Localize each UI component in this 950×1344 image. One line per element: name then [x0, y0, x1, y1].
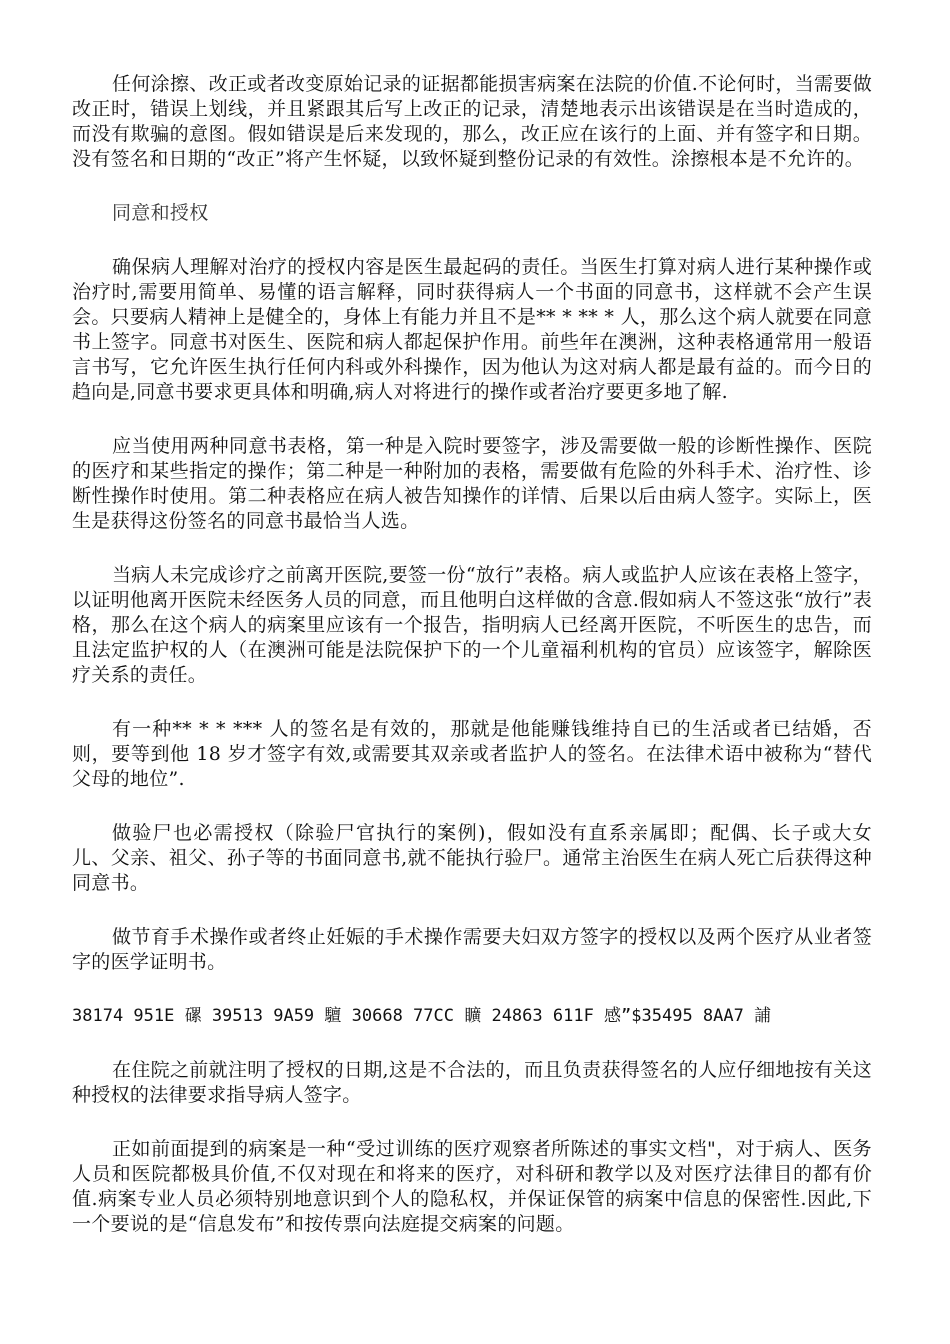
garbled-code-line: 38174 951E 磥 39513 9A59 驙 30668 77CC 矌 24863 611F 感”$35495 8AA7 誧 — [72, 1006, 772, 1026]
document-page — [72, 72, 872, 1266]
section-heading-consent: 同意和授权 — [112, 202, 209, 224]
paragraph-dated-authorization: 在住院之前就注明了授权的日期,这是不合法的，而且负责获得签名的人应仔细地按有关这种授权的法律要求指导病人签字。 — [72, 1059, 872, 1106]
paragraph-consent-forms: 应当使用两种同意书表格，第一种是入院时要签字，涉及需要做一般的诊断性操作、医院的医疗和某些指定的操作；第二种是一种附加的表格，需要做有危险的外科手术、治疗性、诊断性操作时使用。第二种表格应在病人被告知操作的详情、后果以后由病人签字。实际上，医生是获得这份签名的同意书最恰当人选。 — [72, 435, 872, 532]
paragraph-consent-responsibility: 确保病人理解对治疗的授权内容是医生最起码的责任。当医生打算对病人进行某种操作或治疗时,需要用简单、易懂的语言解释，同时获得病人一个书面的同意书，这样就不会产生误会。只要病人精神上是健全的，身体上有能力并且不是** * ** * 人，那么这个病人就要在同意书上签字。同意书对医生、医院和病人都起保护作用。前些年在澳洲，这种表格通常用一般语言书写，它允许医生执行任何内科或外科操作，因为他认为这对病人都是最有益的。而今日的趋向是,同意书要求更具体和明确,病人对将进行的操作或者治疗要更多地了解. — [72, 256, 872, 403]
paragraph-discharge-form: 当病人未完成诊疗之前离开医院,要签一份“放行”表格。病人或监护人应该在表格上签字，以证明他离开医院未经医务人员的同意，而且他明白这样做的含意.假如病人不签这张“放行”表格，那么在这个病人的病案里应该有一个报告，指明病人已经离开医院，不听医生的忠告，而且法定监护权的人（在澳洲可能是法院保护下的一个儿童福利机构的官员）应该签字，解除医疗关系的责任。 — [72, 564, 872, 686]
paragraph-record-value: 正如前面提到的病案是一种“受过训练的医疗观察者所陈述的事实文档"，对于病人、医务人员和医院都极具价值,不仅对现在和将来的医疗，对科研和教学以及对医疗法律目的都有价值.病案专业人员必须特别地意识到个人的隐私权，并保证保管的病案中信息的保密性.因此,下一个要说的是“信息发布”和按传票向法庭提交病案的问题。 — [72, 1138, 872, 1235]
paragraph-sterilization-consent: 做节育手术操作或者终止妊娠的手术操作需要夫妇双方签字的授权以及两个医疗从业者签字的医学证明书。 — [72, 926, 872, 973]
paragraph-minor-signature: 有一种** * * *** 人的签名是有效的，那就是他能赚钱维持自已的生活或者已结婚，否则，要等到他 18 岁才签字有效,或需要其双亲或者监护人的签名。在法律术语中被称为“替代父母的地位”. — [72, 718, 872, 790]
paragraph-correction-rules: 任何涂擦、改正或者改变原始记录的证据都能损害病案在法院的价值.不论何时，当需要做改正时，错误上划线，并且紧跟其后写上改正的记录，清楚地表示出该错误是在当时造成的，而没有欺骗的意图。假如错误是后来发现的，那么，改正应在该行的上面、并有签字和日期。没有签名和日期的“改正”将产生怀疑，以致怀疑到整份记录的有效性。涂擦根本是不允许的。 — [72, 73, 872, 170]
paragraph-autopsy-consent: 做验尸也必需授权（除验尸官执行的案例)，假如没有直系亲属即；配偶、长子或大女儿、父亲、祖父、孙子等的书面同意书,就不能执行验尸。通常主治医生在病人死亡后获得这种同意书。 — [72, 822, 872, 894]
